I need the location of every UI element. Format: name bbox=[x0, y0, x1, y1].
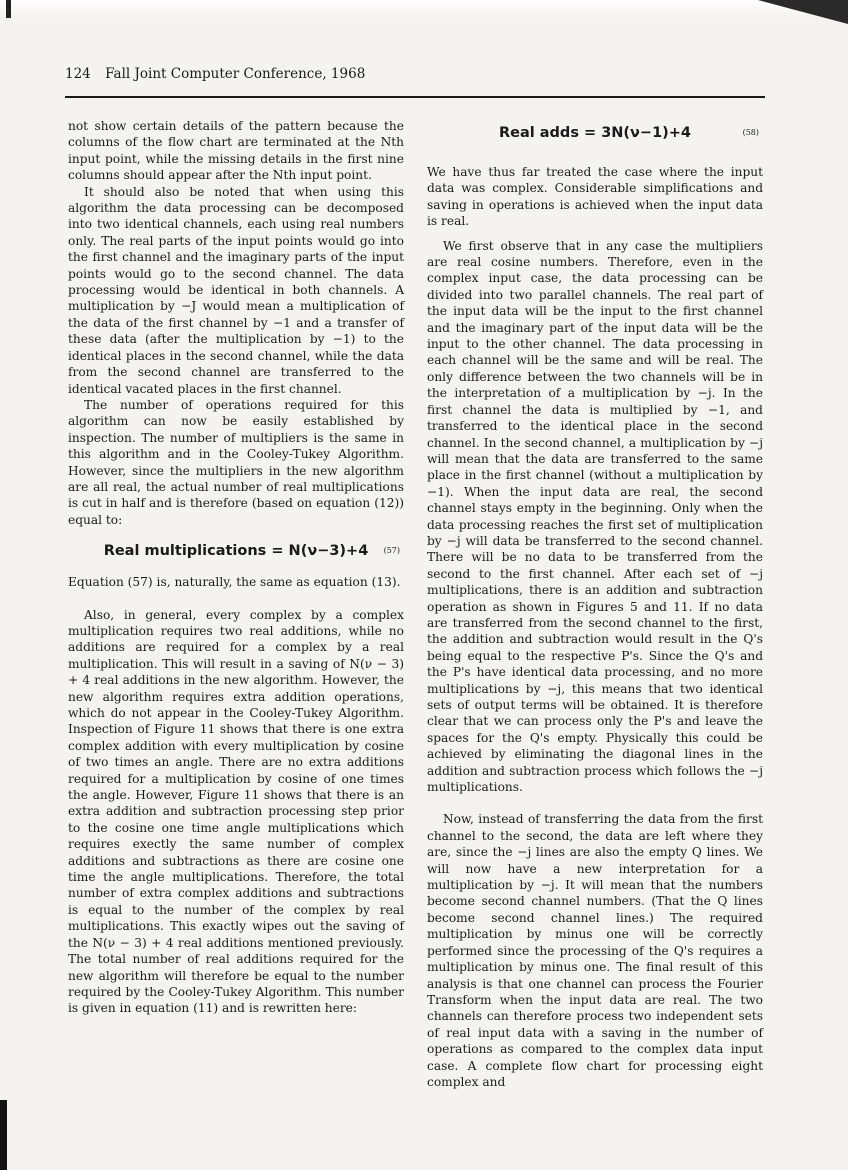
scan-corner-shadow bbox=[758, 0, 848, 24]
page-number: 124 bbox=[65, 66, 91, 82]
left-column bbox=[68, 118, 404, 1017]
scan-binding-mark bbox=[6, 0, 11, 18]
paragraph: We first observe that in any case the multipliers are real cosine numbers. Therefore, even in the complex input case, the data processing can be divided into two parallel channels. The real part of the input data will be the input to the first channel and the imaginary part of the input data will be the input to the other channel. The data processing in each channel will be the same and will be real. The only difference between the two channels will be in the interpretation of a multiplication by −j. In the first channel the data is multiplied by −1, and transferred to the identical place in the second channel. In the second channel, a multiplication by −j will mean that the data are transferred to the same place in the first channel (without a multiplication by −1). When the input data are real, the second channel stays empty in the beginning. Only when the data processing reaches the first set of multiplication by −j will data be transferred to the second channel. There will be no data to be transferred from the second to the first channel. After each set of −j multiplications, there is an addition and subtraction operation as shown in Figures 5 and 11. If no data are transferred from the second channel to the first, the addition and subtraction would result in the Q's being equal to the respective P's. Since the Q's and the P's have identical data processing, and no more multiplications by −j, this means that two identical sets of output terms will be obtained. It is therefore clear that we can process only the P's and leave the spaces for the Q's empty. Physically this could be achieved by eliminating the diagonal lines in the addition and subtraction process which follows the −j multiplications. bbox=[427, 238, 763, 795]
scan-binding-mark-bottom bbox=[0, 1100, 7, 1170]
paragraph: It should also be noted that when using this algorithm the data processing can be decomposed into two identical channels, each using real numbers only. The real parts of the input points would go into the first channel and the imaginary parts of the input points would go to the second channel. The data processing would be identical in both channels. A multiplication by −J would mean a multiplication of the data of the first channel by −1 and a transfer of these data (after the multiplication by −1) to the identical places in the second channel, while the data from the second channel are transferred to the identical vacated places in the first channel. bbox=[68, 184, 404, 396]
paragraph: Also, in general, every complex by a complex multiplication requires two real additions, while no additions are required for a complex by a real multiplication. This will result in a saving of N(ν − 3) + 4 real additions in the new algorithm. However, the new algorithm requires extra addition operations, which do not appear in the Cooley-Tukey Algorithm. Inspection of Figure 11 shows that there is one extra complex addition with every multiplication by cosine of two times an angle. There are no extra additions required for a multiplication by cosine of one times the angle. However, Figure 11 shows that there is an extra addition and subtraction processing step prior to the cosine one time angle multiplications which requires exectly the same number of complex additions and subtractions as there are cosine one time the angle multiplications. Therefore, the total number of extra complex additions and subtractions is equal to the number of the complex by real multiplications. This exactly wipes out the saving of the N(ν − 3) + 4 real additions mentioned previously. The total number of real additions required for the new algorithm will therefore be equal to the number required by the Cooley-Tukey Algorithm. This number is given in equation (11) and is rewritten here: bbox=[68, 607, 404, 1016]
journal-title: Fall Joint Computer Conference, 1968 bbox=[105, 66, 366, 82]
paragraph: not show certain details of the pattern because the columns of the flow chart are terminated at the Nth input point, while the missing details in the first nine columns should appear after the Nth input point. bbox=[68, 119, 404, 183]
running-header bbox=[65, 66, 365, 82]
right-column bbox=[427, 118, 763, 1090]
equation-text: Real adds = 3N(ν−1)+4 bbox=[498, 124, 692, 141]
scan-top-edge bbox=[0, 0, 848, 18]
equation-number: (58) bbox=[742, 127, 759, 137]
header-rule bbox=[65, 96, 765, 98]
paragraph: The number of operations required for this algorithm can now be easily established by inspection. The number of multipliers is the same in this algorithm and in the Cooley-Tukey Algorithm. However, since the multipliers in the new algorithm are all real, the actual number of real multiplications is cut in half and is therefore (based on equation (12)) equal to: bbox=[68, 397, 404, 527]
paragraph: We have thus far treated the case where the input data was complex. Considerable simplifications and saving in operations is achieved when the input data is real. bbox=[427, 165, 763, 229]
equation-57 bbox=[68, 536, 404, 566]
equation-number: (57) bbox=[383, 545, 400, 555]
equation-text: Real multiplications = N(ν−3)+4 bbox=[103, 542, 369, 559]
paragraph: Equation (57) is, naturally, the same as equation (13). bbox=[68, 575, 401, 590]
paragraph: Now, instead of transferring the data from the first channel to the second, the data are left where they are, since the −j lines are also the empty Q lines. We will now have a new interpretation for a multiplication by −j. It will mean that the numbers become second channel numbers. (That the Q lines become second channel lines.) The required multiplication by minus one will be correctly performed since the processing of the Q's requires a multiplication by minus one. The final result of this analysis is that one channel can process the Fourier Transform when the input data are real. The two channels can therefore process two independent sets of real input data with a saving in the number of operations as compared to the complex data input case. A complete flow chart for processing eight complex and bbox=[427, 812, 763, 1089]
equation-58 bbox=[427, 118, 763, 148]
